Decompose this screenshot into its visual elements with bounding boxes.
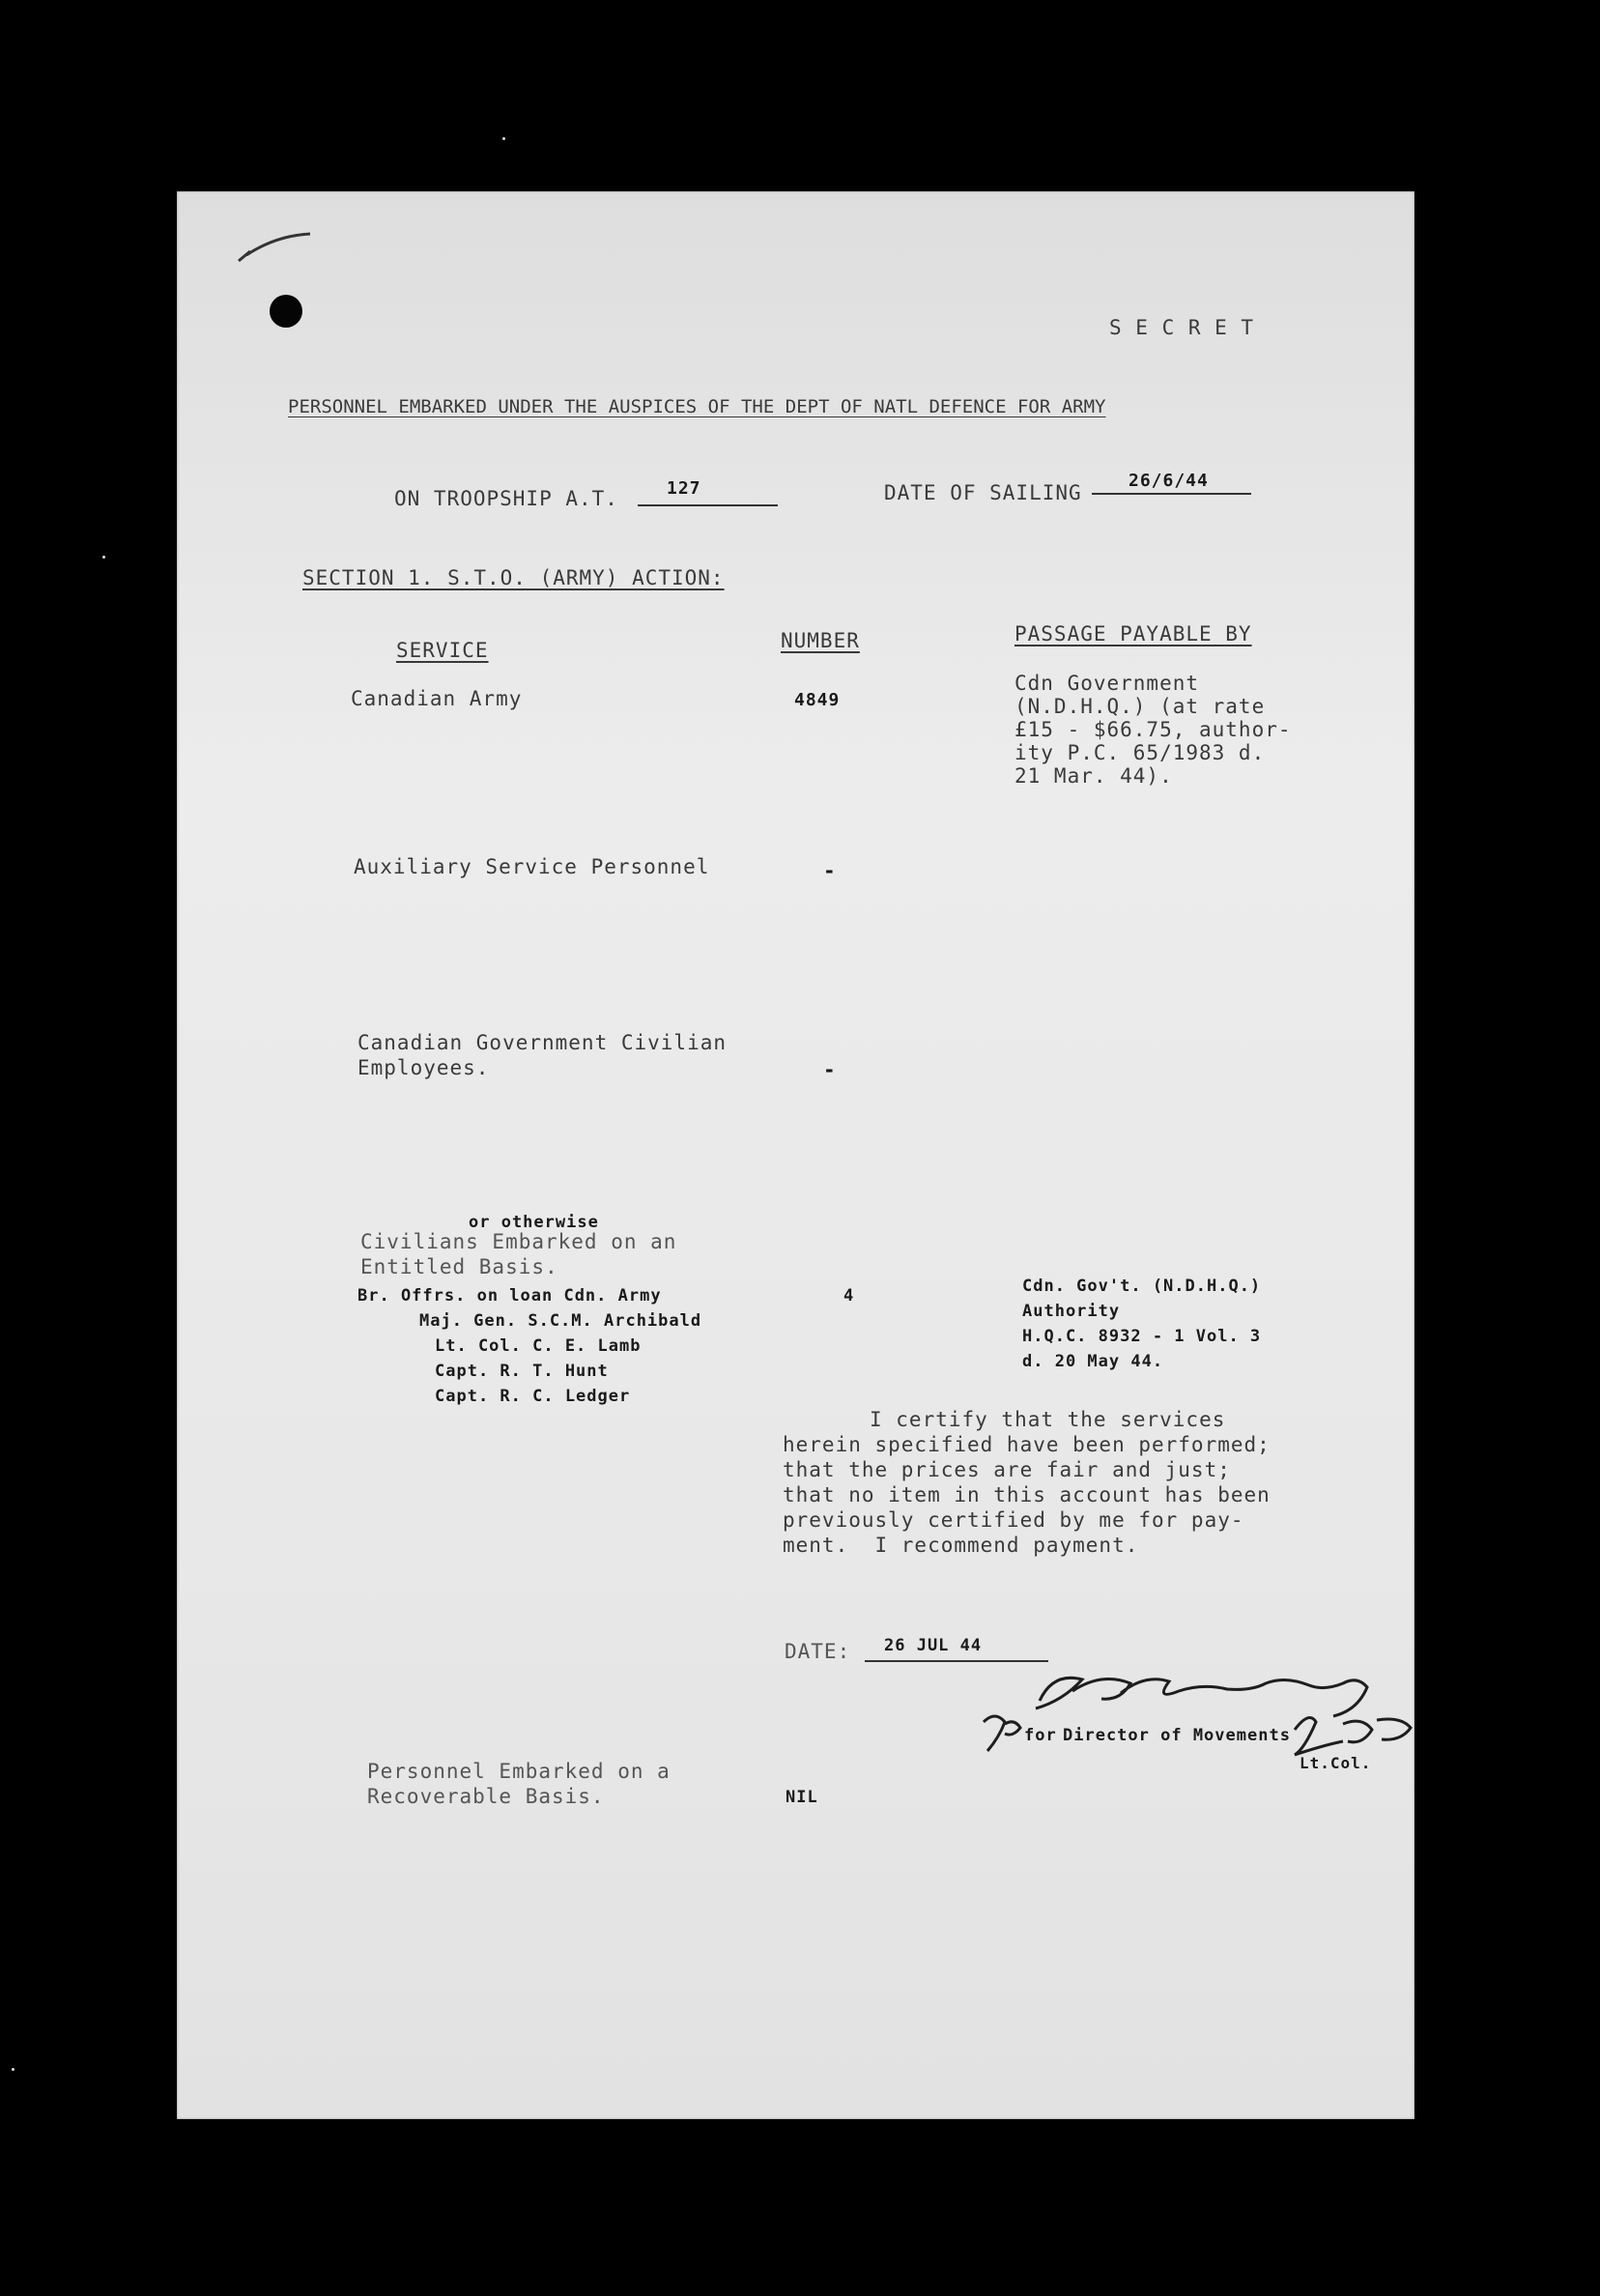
- column-passage: PASSAGE PAYABLE BY: [1014, 622, 1252, 646]
- document-heading: PERSONNEL EMBARKED UNDER THE AUSPICES OF THE DEPT OF NATL DEFENCE FOR ARMY: [288, 396, 1106, 417]
- officers-heading: Br. Offrs. on loan Cdn. Army: [357, 1286, 662, 1306]
- column-number: NUMBER: [781, 629, 860, 652]
- row-4-number: 4: [843, 1286, 855, 1306]
- signature-prefix: for: [1024, 1726, 1057, 1745]
- row-3-service-2: Employees.: [357, 1056, 490, 1079]
- troopship-value: 127: [667, 478, 701, 499]
- row-3-service-1: Canadian Government Civilian: [357, 1031, 728, 1054]
- classification-stamp: S E C R E T: [1109, 316, 1255, 339]
- scan-speck: [102, 556, 105, 559]
- row-4-passage-2: Authority: [1022, 1302, 1121, 1321]
- row-4-insert: or otherwise: [469, 1213, 599, 1232]
- row-1-passage-3: £15 - $66.75, author-: [1014, 718, 1292, 741]
- troopship-label: ON TROOPSHIP A.T.: [394, 487, 618, 510]
- date-value: 26 JUL 44: [884, 1636, 983, 1655]
- officer-2: Lt. Col. C. E. Lamb: [435, 1336, 642, 1356]
- row-1-number: 4849: [794, 690, 841, 710]
- date-label: DATE:: [785, 1640, 851, 1663]
- column-service: SERVICE: [396, 639, 489, 662]
- certification-line-1: I certify that the services: [870, 1408, 1226, 1431]
- certification-line-2: herein specified have been performed;: [783, 1433, 1271, 1456]
- row-4-passage-3: H.Q.C. 8932 - 1 Vol. 3: [1022, 1327, 1262, 1346]
- row-1-passage-4: ity P.C. 65/1983 d.: [1014, 741, 1266, 764]
- certification-line-5: previously certified by me for pay-: [783, 1508, 1244, 1532]
- officer-4: Capt. R. C. Ledger: [435, 1387, 631, 1406]
- row-4-service-2: Entitled Basis.: [360, 1255, 558, 1278]
- signature-title: Director of Movements: [1063, 1726, 1291, 1745]
- check-mark-icon: [237, 230, 314, 269]
- recoverable-label-1: Personnel Embarked on a: [367, 1760, 671, 1783]
- scan-speck: [502, 137, 505, 140]
- row-1-passage-5: 21 Mar. 44).: [1014, 764, 1173, 788]
- recoverable-value: NIL: [786, 1788, 818, 1807]
- row-4-passage-4: d. 20 May 44.: [1022, 1352, 1164, 1371]
- row-1-passage-2: (N.D.H.Q.) (at rate: [1014, 695, 1266, 718]
- recoverable-label-2: Recoverable Basis.: [367, 1785, 605, 1808]
- officer-1: Maj. Gen. S.C.M. Archibald: [419, 1311, 702, 1331]
- certification-line-6: ment. I recommend payment.: [783, 1534, 1139, 1557]
- troopship-underline: [638, 504, 778, 506]
- signature-rank: Lt.Col.: [1300, 1754, 1372, 1772]
- row-4-passage-1: Cdn. Gov't. (N.D.H.Q.): [1022, 1277, 1262, 1296]
- sailing-value: 26/6/44: [1129, 471, 1209, 491]
- row-2-service: Auxiliary Service Personnel: [354, 855, 710, 878]
- section-title: SECTION 1. S.T.O. (ARMY) ACTION:: [302, 566, 725, 589]
- row-1-passage-1: Cdn Government: [1014, 672, 1200, 695]
- certification-line-4: that no item in this account has been: [783, 1483, 1271, 1507]
- row-2-number: -: [823, 859, 837, 882]
- officer-3: Capt. R. T. Hunt: [435, 1362, 609, 1381]
- certification-line-3: that the prices are fair and just;: [783, 1458, 1231, 1481]
- sailing-label: DATE OF SAILING: [884, 481, 1082, 504]
- punch-hole: [270, 295, 302, 328]
- row-3-number: -: [823, 1058, 837, 1081]
- scan-speck: [12, 2068, 14, 2071]
- row-4-service-1: Civilians Embarked on an: [360, 1230, 677, 1253]
- document-page: [177, 191, 1414, 2119]
- row-1-service: Canadian Army: [351, 687, 523, 710]
